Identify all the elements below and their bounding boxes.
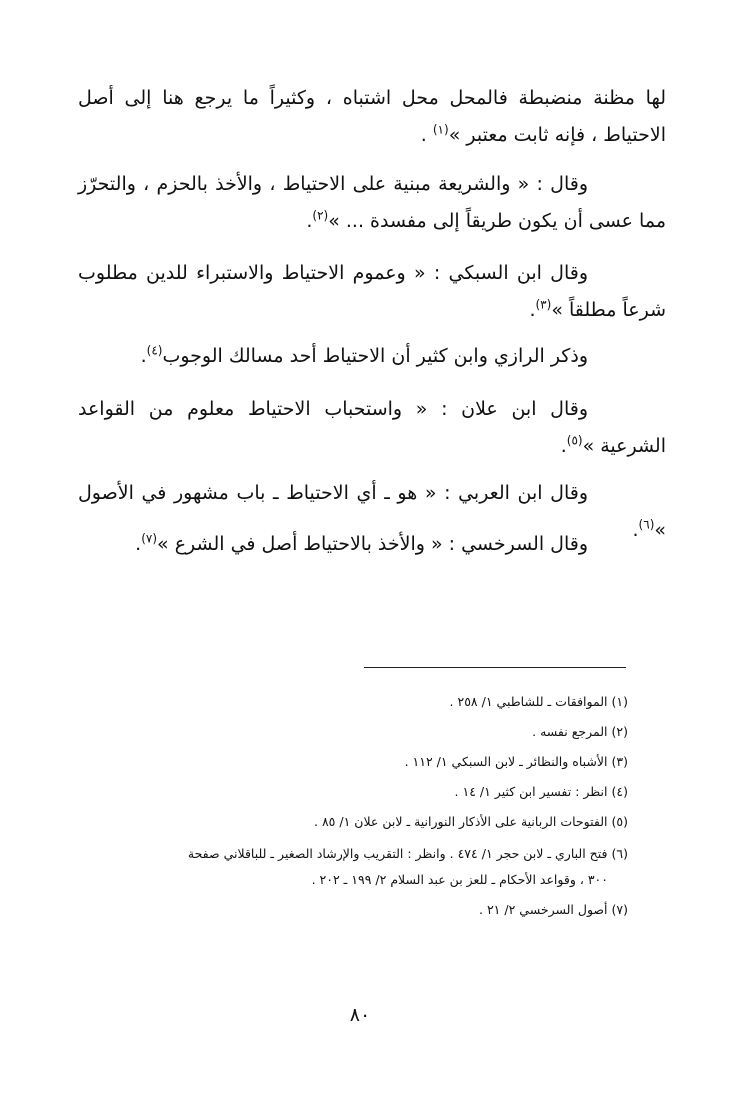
footnote-number: (٥) xyxy=(611,814,628,829)
footnote-text: أصول السرخسي ٢/ ٢١ . xyxy=(479,902,608,917)
footnote-3 xyxy=(68,750,628,774)
footnote-6 xyxy=(68,842,628,866)
paragraph-continuation xyxy=(78,80,666,154)
page-number: ٨٠ xyxy=(349,1004,371,1026)
footnote-number: (٤) xyxy=(611,784,628,799)
paragraph-end: . xyxy=(420,124,433,146)
footnote-6-continuation: ٣٠٠ ، وقواعد الأحكام ـ للعز بن عبد السلام ٢/ ١٩٩ ـ ٢٠٢ . xyxy=(311,872,608,887)
paragraph-end: . xyxy=(632,519,639,541)
paragraph-text: وقال ابن علان : « واستحباب الاحتياط معلوم من القواعد الشرعية » xyxy=(78,398,666,457)
footnote-7 xyxy=(68,898,628,922)
footnote-ref: (١) xyxy=(432,122,449,137)
footnote-ref: (٦) xyxy=(638,517,655,532)
footnote-1 xyxy=(68,690,628,714)
paragraph-end: . xyxy=(140,345,147,367)
paragraph-end: . xyxy=(560,435,567,457)
footnote-text: الأشباه والنظائر ـ لابن السبكي ١/ ١١٢ . xyxy=(404,754,608,769)
footnote-4 xyxy=(68,780,628,804)
footnote-ref: (٣) xyxy=(535,297,552,312)
paragraph-ibn-allan-quote xyxy=(78,391,666,465)
footnote-text: الفتوحات الربانية على الأذكار النورانية ـ لابن علان ١/ ٨٥ . xyxy=(314,814,608,829)
footnote-number: (٧) xyxy=(611,902,628,917)
footnote-text: فتح الباري ـ لابن حجر ١/ ٤٧٤ . وانظر : التقريب والإرشاد الصغير ـ للباقلاني صفحة xyxy=(187,846,608,861)
footnote-number: (٢) xyxy=(611,724,628,739)
paragraph-razi-ibn-kathir xyxy=(78,338,666,375)
paragraph-subki-quote xyxy=(78,255,666,329)
footnote-ref: (٤) xyxy=(146,343,163,358)
paragraph-end: . xyxy=(529,299,536,321)
paragraph-sarakhsi-quote xyxy=(78,526,666,563)
footnote-number: (١) xyxy=(611,694,628,709)
footnote-ref: (٥) xyxy=(566,433,583,448)
footnote-ref: (٧) xyxy=(141,531,158,546)
paragraph-text: وقال السرخسي : « والأخذ بالاحتياط أصل في الشرع » xyxy=(157,533,588,555)
paragraph-end: . xyxy=(135,533,142,555)
paragraph-text: وقال : « والشريعة مبنية على الاحتياط ، والأخذ بالحزم ، والتحرّز مما عسى أن يكون طريقاً إلى مفسدة ... » xyxy=(78,173,666,232)
footnote-number: (٦) xyxy=(611,846,628,861)
footnote-separator xyxy=(364,667,626,668)
paragraph-text: وذكر الرازي وابن كثير أن الاحتياط أحد مسالك الوجوب xyxy=(162,345,588,367)
footnote-5 xyxy=(68,810,628,834)
footnote-ref: (٢) xyxy=(312,208,329,223)
footnote-2 xyxy=(68,720,628,744)
paragraph-text: وقال ابن السبكي : « وعموم الاحتياط والاستبراء للدين مطلوب شرعاً مطلقاً » xyxy=(78,262,666,321)
footnote-text: انظر : تفسير ابن كثير ١/ ١٤ . xyxy=(454,784,608,799)
paragraph-text: لها مظنة منضبطة فالمحل محل اشتباه ، وكثيراً ما يرجع هنا إلى أصل الاحتياط ، فإنه ثابت معتبر » xyxy=(78,87,666,146)
paragraph-shatibi-quote xyxy=(78,166,666,240)
footnote-text: الموافقات ـ للشاطبي ١/ ٢٥٨ . xyxy=(449,694,608,709)
footnote-number: (٣) xyxy=(611,754,628,769)
paragraph-text: وقال ابن العربي : « هو ـ أي الاحتياط ـ باب مشهور في الأصول » xyxy=(78,482,666,541)
paragraph-end: . xyxy=(306,210,313,232)
footnote-text: المرجع نفسه . xyxy=(532,724,608,739)
